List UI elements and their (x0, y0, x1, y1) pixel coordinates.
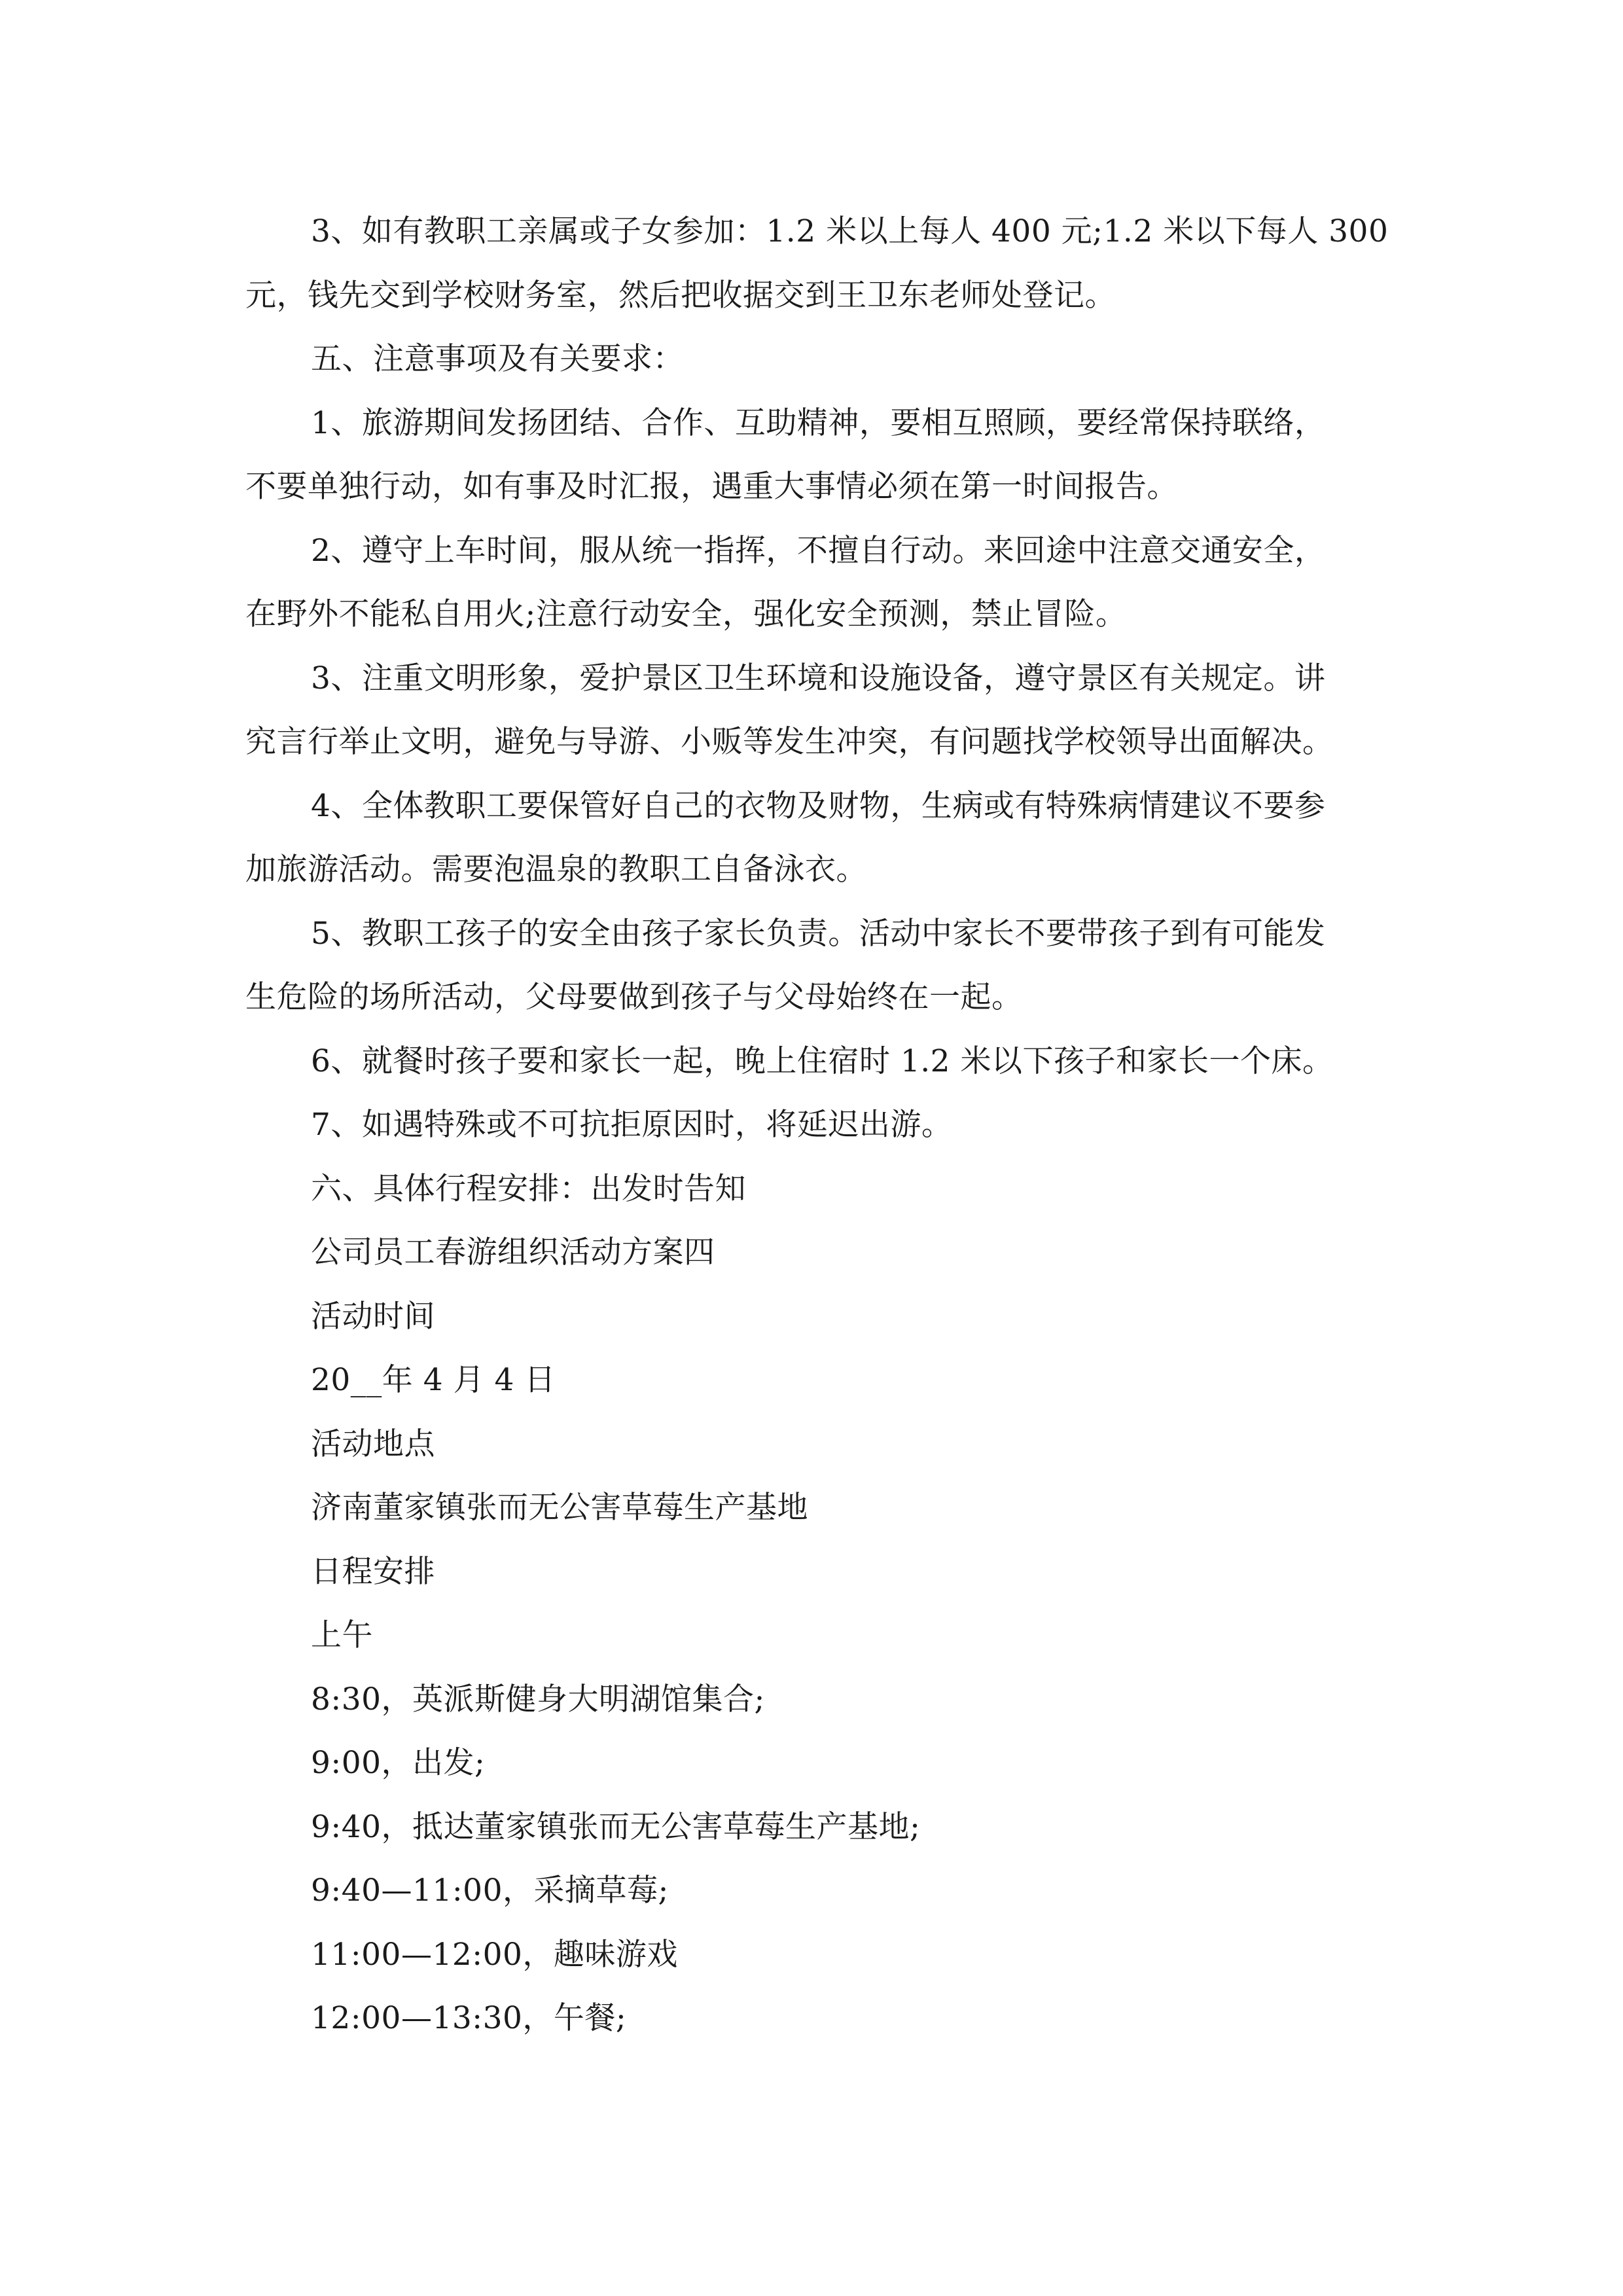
label-morning: 上午 (311, 1617, 373, 1653)
schedule-item: 9:40，抵达董家镇张而无公害草莓生产基地; (311, 1808, 921, 1845)
section-heading-itinerary: 六、具体行程安排：出发时告知 (311, 1170, 746, 1207)
schedule-item: 9:40—11:00，采摘草莓; (311, 1873, 669, 1909)
activity-date: 20__年 4 月 4 日 (311, 1362, 556, 1398)
paragraph-note-3: 3、注重文明形象，爱护景区卫生环境和设施设备，遵守景区有关规定。讲 (311, 660, 1326, 696)
paragraph-note-7: 7、如遇特殊或不可抗拒原因时，将延迟出游。 (311, 1107, 953, 1143)
label-activity-time: 活动时间 (311, 1298, 435, 1335)
section-heading-notes: 五、注意事项及有关要求： (311, 341, 684, 377)
paragraph-note-6: 6、就餐时孩子要和家长一起，晚上住宿时 1.2 米以下孩子和家长一个床。 (311, 1043, 1334, 1079)
paragraph-note-4-cont: 加旅游活动。需要泡温泉的教职工自备泳衣。 (245, 852, 867, 888)
paragraph-note-5: 5、教职工孩子的安全由孩子家长负责。活动中家长不要带孩子到有可能发 (311, 915, 1326, 952)
plan-title: 公司员工春游组织活动方案四 (311, 1234, 715, 1270)
paragraph-note-5-cont: 生危险的场所活动，父母要做到孩子与父母始终在一起。 (245, 979, 1023, 1015)
schedule-item: 12:00—13:30，午餐; (311, 2000, 627, 2036)
schedule-item: 11:00—12:00，趣味游戏 (311, 1936, 678, 1973)
paragraph-note-3-cont: 究言行举止文明，避免与导游、小贩等发生冲突，有问题找学校领导出面解决。 (245, 724, 1334, 760)
paragraph-note-2-cont: 在野外不能私自用火;注意行动安全，强化安全预测，禁止冒险。 (245, 596, 1127, 632)
paragraph-relatives-fee-cont: 元，钱先交到学校财务室，然后把收据交到王卫东老师处登记。 (245, 277, 1116, 314)
paragraph-relatives-fee: 3、如有教职工亲属或子女参加：1.2 米以上每人 400 元;1.2 米以下每人 300 (311, 213, 1389, 249)
label-activity-location: 活动地点 (311, 1426, 435, 1462)
activity-location: 济南董家镇张而无公害草莓生产基地 (311, 1490, 808, 1526)
schedule-item: 8:30，英派斯健身大明湖馆集合; (311, 1681, 765, 1717)
paragraph-note-4: 4、全体教职工要保管好自己的衣物及财物，生病或有特殊病情建议不要参 (311, 787, 1326, 824)
schedule-item: 9:00，出发; (311, 1745, 486, 1781)
paragraph-note-2: 2、遵守上车时间，服从统一指挥，不擅自行动。来回途中注意交通安全， (311, 532, 1326, 569)
paragraph-note-1: 1、旅游期间发扬团结、合作、互助精神，要相互照顾，要经常保持联络， (311, 404, 1326, 441)
document-body (245, 200, 1391, 2051)
label-schedule: 日程安排 (311, 1553, 435, 1590)
paragraph-note-1-cont: 不要单独行动，如有事及时汇报，遇重大事情必须在第一时间报告。 (245, 469, 1178, 505)
